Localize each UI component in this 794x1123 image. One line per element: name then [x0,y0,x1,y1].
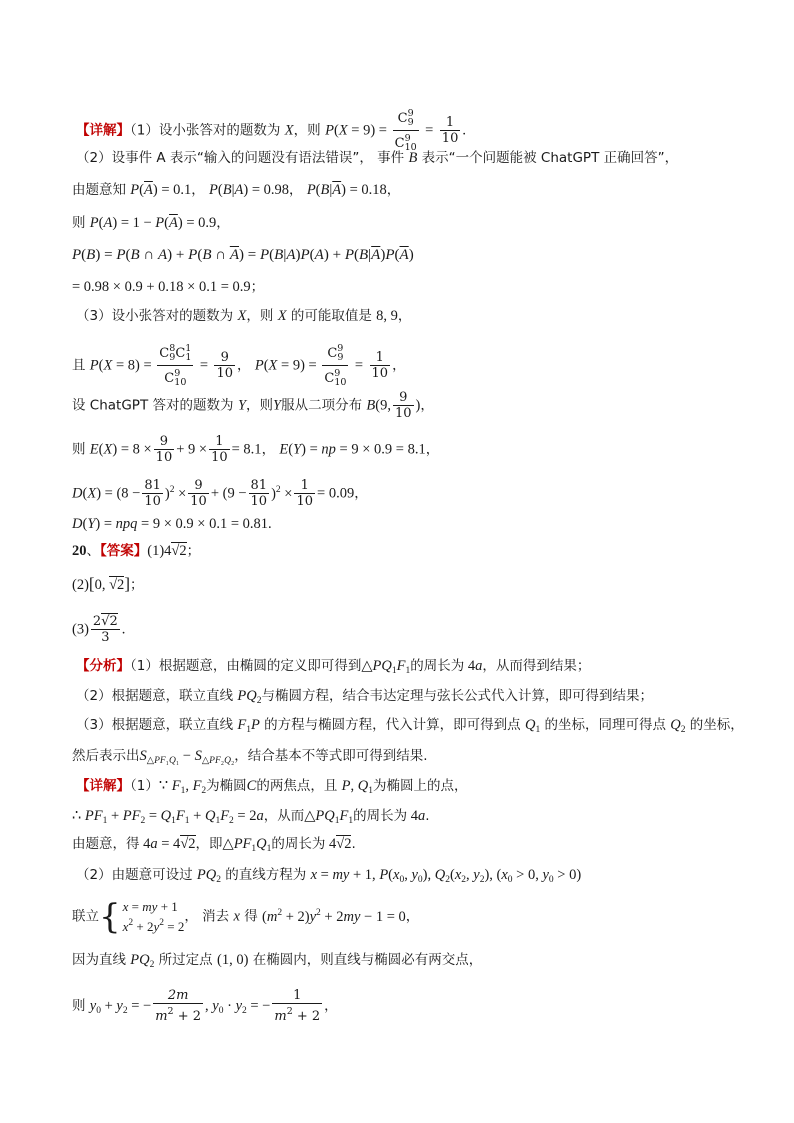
q20-answer-2: (2)[0, √2]； [72,574,144,593]
solution-detail-part1: 【详解】（1）设小张答对的题数为 X，则 P(X = 9) = $\frac{C^9_9}{C^9_{10}}$ = $\frac{1}{10}$ . [76,108,466,153]
detail-part1-foci: 【详解】（1）∵ $F_1$, $F_2$为椭圆C的两焦点，且 P, $Q_1$为椭圆上的点， [76,778,468,796]
detail-perimeter-value: 由题意，得 4a = 4√2，即$\triangle PF_1Q_1$的周长为 4√2. [72,836,356,854]
total-probability-formula: P(B) = P(B ∩ A) + P(B ∩ $\overline{A}) = P(B|A)P(A) + P(B|\overline{A})P(\overline{A})$ [72,247,414,263]
expectations: 则 E(X) = 8 × $\frac{9}{10}$ + 9 × $\frac{1}{10}$ = 8.1， E(Y) = np = 9 × 0.9 = 8.1， [72,434,440,465]
detail-system: 联立{ x = my + 1 $x^2 + 2y^2 = 2$ ， 消去 x 得 $(m^2 + 2)y^2 + 2my - 1 = 0$， [72,896,420,937]
detail-intersection: 因为直线 $PQ_2$ 所过定点 (1, 0) 在椭圆内，则直线与椭圆必有两交点， [72,952,483,970]
detail-perimeter: ∴ $PF_1 + PF_2 = Q_1F_1 + Q_1F_2 = 2a$，从而$\triangle PQ_1F_1$的周长为 4a. [72,808,430,826]
prob-a: 则 $P(A) = 1 - P(\overline{A}) = 0.9$， [72,215,230,231]
analysis-part3: （3）根据题意，联立直线 $F_1P$ 的方程与椭圆方程，代入计算，即可得到点 $Q_1$ 的坐标，同理可得点 $Q_2$ 的坐标， [76,717,744,735]
detail-part2-line: （2）由题意可设过 $PQ_2$ 的直线方程为 x = my + 1, $P(x_0$, $y_0$), $Q_2(x_2$, $y_2$), ($x_0 > 0$, $y_0 > 0$) [76,867,582,885]
analysis-part3-cont: 然后表示出$S_{\triangle PF_1Q_1} - S_{\triangle PF_2Q_2}$，结合基本不等式即可得到结果. [72,748,428,766]
given-probabilities: 由题意知 $P(\overline{A}) = 0.1$， P(B|A) = 0.98， $P(B|\overline{A}) = 0.18$， [72,182,401,198]
solution-part2-events: （2）设事件 A 表示“输入的问题没有语法错误”， 事件 B 表示“一个问题能被 ChatGPT 正确回答”， [76,150,679,166]
analysis-part2: （2）根据题意，联立直线 $PQ_2$与椭圆方程，结合韦达定理与弦长公式代入计算，即可得到结果； [76,688,653,706]
variance-y: D(Y) = npq = 9 × 0.9 × 0.1 = 0.81. [72,516,272,532]
solution-part3-values: （3）设小张答对的题数为 X，则 X 的可能取值是 8, 9， [76,308,412,324]
analysis-part1: 【分析】（1）根据题意，由椭圆的定义即可得到$\triangle PQ_1F_1$的周长为 4a，从而得到结果； [76,658,591,676]
variance-x: D(X) = (8 − $\frac{81}{10}$ )$^2$ × $\frac{9}{10}$ + (9 − $\frac{81}{10}$ )$^2$ × $\frac{1}{10}$ = 0.09， [72,478,368,509]
q20-answer-1: 20、【答案】(1)4√2； [72,543,201,559]
detail-vieta: 则 $y_0 + y_2$ = − $\frac{2m}{m^2 + 2}$ , $y_0 \cdot y_2$ = − $\frac{1}{m^2 + 2}$ ， [72,988,338,1024]
distribution-x: 且 P(X = 8) = $\frac{C^8_9C^1_1}{C^9_{10}}$ = $\frac{9}{10}$ ， P(X = 9) = $\frac{C^9_9}{C^9_{10}}$ = $\frac{1}{10}$ ， [72,343,406,388]
q20-answer-3: (3) $\frac{2√2}{3}$ . [72,614,126,645]
total-probability-value: = 0.98 × 0.9 + 0.18 × 0.1 = 0.9； [72,279,265,295]
binomial-y: 设 ChatGPT 答对的题数为 Y，则Y服从二项分布 B(9, $\frac{9}{10}$ )， [72,390,434,421]
